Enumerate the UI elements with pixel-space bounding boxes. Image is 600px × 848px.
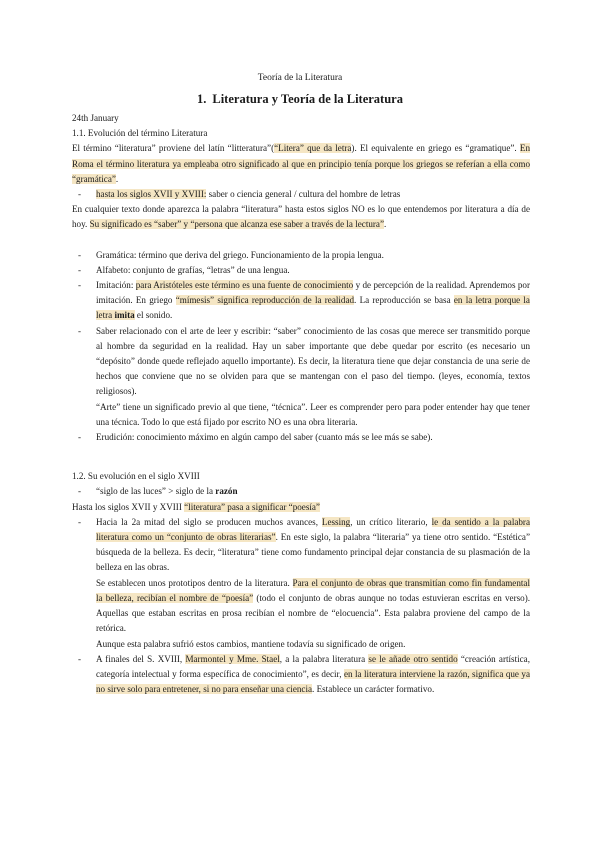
bold-term: imita	[114, 310, 135, 321]
section-heading	[0, 92, 600, 107]
bullet-list-18th-century	[72, 515, 530, 697]
highlight: Para el conjunto de obras que transmitían como fin fundamental la belleza, recibían el nombre de “poesía”	[96, 577, 530, 603]
text-run: - Saber relacionado con el arte de leer y escribir: “saber” conocimiento de las cosas que merece ser transmitido porque al hombre da seguridad en la realidad. Hay un saber importante que debe quedar por escrito (es necesario un “depósito” donde quede reflejado aquello importante). Es decir, la literatura tiene que dejar constancia de una serie de hechos que conviene que no se olviden para que se mantengan con el paso del tiempo. (leyes, economía, textos religiosos).	[96, 325, 530, 397]
highlight: en la letra porque la letra	[96, 295, 530, 321]
text-run: .	[384, 219, 387, 230]
text-run: “creación artística, categoría intelectual y forma específica de conocimiento”, es decir,	[96, 653, 530, 679]
text-run: (todo el conjunto de obras aunque no todas estuvieran escritas en verso). Aquellas que estaban escritas en prosa recibían el nombre de “elocuencia”. Esta palabra proviene del campo de la retórica.	[96, 592, 530, 634]
text-run: el sonido.	[134, 310, 173, 321]
text-run: El término “literatura” proviene del latín “litteratura”(	[72, 143, 275, 154]
text-run: ). El equivalente en griego es “gramatique”.	[351, 143, 520, 154]
list-item	[72, 187, 530, 202]
text-run: . La reproducción se basa	[354, 295, 454, 306]
bold-term: razón	[215, 486, 238, 497]
highlight: Lessing	[321, 516, 351, 527]
paragraph-meaning	[72, 202, 530, 232]
text-run: Hasta los siglos XVII y XVIII	[72, 501, 185, 512]
heading-number: 1.	[197, 92, 207, 106]
list-item-lessing	[72, 515, 530, 652]
heading-text: Literatura y Teoría de la Literatura	[212, 92, 403, 106]
text-run: , a la palabra literatura	[279, 653, 369, 664]
highlight: le da sentido a la palabra literatura como un “conjunto de obras literarias”	[96, 516, 530, 543]
highlight: “mímesis” significa reproducción de la realidad	[175, 295, 355, 306]
list-item-erudicion: - Erudición: conocimiento máximo en algún campo del saber (cuanto más se lee más se sabe).	[72, 430, 530, 445]
highlight: se le añade otro sentido	[368, 653, 458, 664]
paragraph-poesia	[72, 500, 530, 515]
text-run: . En este siglo, la palabra “literaria” ya tiene otro sentido. “Estética” búsqueda de la belleza. Es decir, “literatura” tiene como fundamento principal dejar constancia de su plasmación de la belleza en las obras.	[96, 532, 530, 573]
paragraph-origin	[72, 141, 530, 187]
list-item-marmontel	[72, 652, 530, 698]
list-item	[72, 484, 530, 499]
text-run: “Arte” tiene un significado previo al que tiene, “técnica”. Leer es comprender pero para poder entender hay que tener una técnica. Todo lo que está fijado por escrito NO es una obra literaria.	[96, 401, 530, 427]
text-run: y de percepción de la realidad. Aprendemos por imitación. En griego	[96, 280, 530, 306]
text-run: saber o ciencia general / cultura del hombre de letras	[206, 189, 401, 200]
list-item-imitacion	[72, 278, 530, 324]
bullet-list-terms	[72, 248, 530, 446]
highlight: Su significado es “saber” y “persona que alcanza ese saber a través de la lectura”	[89, 219, 384, 230]
text-block	[96, 515, 530, 576]
list-item-gramatica: - Gramática: término que deriva del griego. Funcionamiento de la propia lengua.	[72, 248, 530, 263]
text-run: Hacia la 2a mitad del siglo se producen muchos avances,	[96, 516, 322, 527]
highlight: “Litera” que da letra	[274, 143, 352, 154]
highlight: para Aristóteles este término es una fuente de conocimiento	[135, 280, 354, 291]
date-line: 24th January	[72, 113, 119, 123]
highlight: “literatura” pasa a significar “poesía”	[184, 501, 320, 512]
document-body	[72, 111, 530, 697]
document-title: Teoría de la Literatura	[257, 73, 343, 83]
highlight: en la literatura interviene la razón, significa que ya no sirve solo para entretener, si no para enseñar una ciencia	[96, 668, 530, 695]
text-run: A finales del S. XVIII,	[96, 653, 186, 664]
text-run: “siglo de las luces” > siglo de la	[96, 486, 216, 497]
subsection-title-1-1: 1.1. Evolución del término Literatura	[72, 128, 208, 139]
text-block: Aunque esta palabra sufrió estos cambios, mantiene todavía su significado de origen.	[96, 638, 406, 649]
text-run: Se establecen unos prototipos dentro de la literatura.	[96, 577, 293, 588]
text-run: .	[115, 173, 119, 184]
text-run: Imitación:	[96, 280, 136, 291]
bullet-list-century-lights	[72, 484, 530, 499]
text-block	[96, 576, 530, 637]
highlight: En Roma el término literatura ya empleaba otro significado al que en principio tenía porque los griegos se referían a ella como “gramática”	[72, 143, 530, 184]
text-run: , un crítico literario,	[350, 516, 432, 527]
list-item-saber	[72, 324, 530, 430]
text-run: En cualquier texto donde aparezca la palabra “literatura” hasta estos siglos NO es lo que entendemos por literatura a día de hoy.	[72, 204, 530, 230]
bullet-list-centuries	[72, 187, 530, 202]
text-run: . Establece un carácter formativo.	[312, 684, 435, 695]
highlight: Marmontel y Mme. Stael	[185, 653, 280, 664]
list-item-alfabeto: - Alfabeto: conjunto de grafías, “letras” de una lengua.	[72, 263, 530, 278]
highlight: hasta los siglos XVII y XVIII:	[96, 189, 207, 200]
subsection-title-1-2: 1.2. Su evolución en el siglo XVIII	[72, 471, 200, 482]
